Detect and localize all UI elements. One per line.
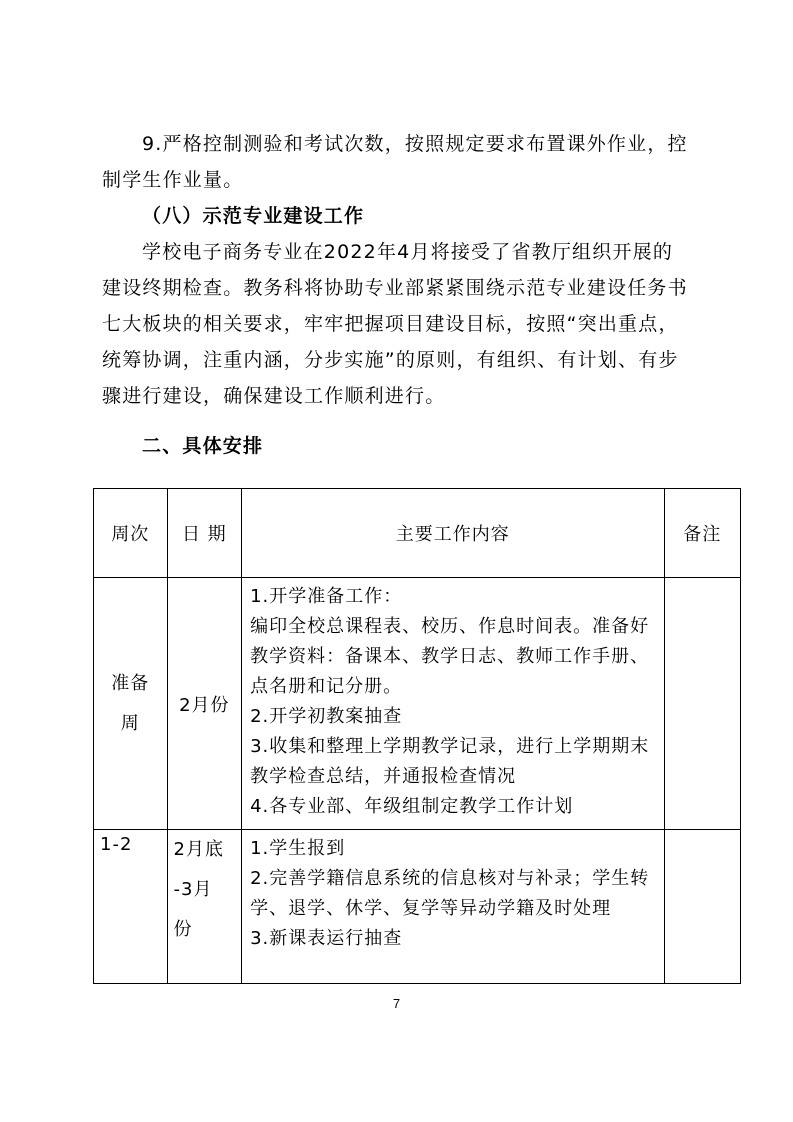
content-line: 3.新课表运行抽查	[250, 928, 403, 949]
content-cell	[242, 578, 664, 830]
schedule-table	[93, 488, 741, 984]
table-row	[94, 578, 741, 830]
page-number: 7	[392, 996, 401, 1011]
note-cell	[664, 578, 740, 830]
content-line: 2.完善学籍信息系统的信息核对与补录；学生转学、退学、休学、复学等异动学籍及时处理	[250, 868, 650, 919]
section-heading-8: （八）示范专业建设工作	[142, 205, 365, 227]
content-cell	[242, 830, 664, 984]
paragraph-demo-major: 学校电子商务专业在2022年4月将接受了省教厅组织开展的建设终期检查。教务科将协助专业部紧紧围绕示范专业建设任务书七大板块的相关要求，牢牢把握项目建设目标，按照“突出重点，统筹协调，注重内涵，分步实施”的原则，有组织、有计划、有步骤进行建设，确保建设工作顺利进行。	[102, 241, 688, 407]
date-line: 份	[173, 919, 193, 940]
week-line: 准备	[111, 672, 150, 694]
date-cell	[167, 830, 242, 984]
content-line: 3.收集和整理上学期教学记录，进行上学期期末教学检查总结，并通报检查情况	[250, 736, 650, 787]
content-line: 编印全校总课程表、校历、作息时间表。准备好教学资料：备课本、教学日志、教师工作手册、点名册和记分册。	[250, 616, 650, 697]
content-line: 2.开学初教案抽查	[250, 706, 403, 727]
header-note: 备注	[664, 489, 740, 578]
section-heading-schedule: 二、具体安排	[142, 435, 264, 457]
week-line: 周	[120, 712, 140, 734]
date-cell: 2月份	[167, 578, 242, 830]
table-header-row	[94, 489, 741, 578]
week-cell: 1-2	[94, 830, 168, 984]
header-week: 周次	[94, 489, 168, 578]
date-line: -3月	[173, 879, 213, 900]
header-content: 主要工作内容	[242, 489, 664, 578]
note-cell	[664, 830, 740, 984]
content-line: 1.开学准备工作：	[250, 586, 403, 607]
date-line: 2月底	[173, 839, 224, 860]
table-row	[94, 830, 741, 984]
week-cell	[94, 578, 168, 830]
content-line: 1.学生报到	[250, 838, 346, 859]
content-line: 4.各专业部、年级组制定教学工作计划	[250, 796, 574, 817]
paragraph-item-9: 9.严格控制测验和考试次数，按照规定要求布置课外作业，控制学生作业量。	[102, 133, 688, 191]
header-date: 日 期	[167, 489, 242, 578]
